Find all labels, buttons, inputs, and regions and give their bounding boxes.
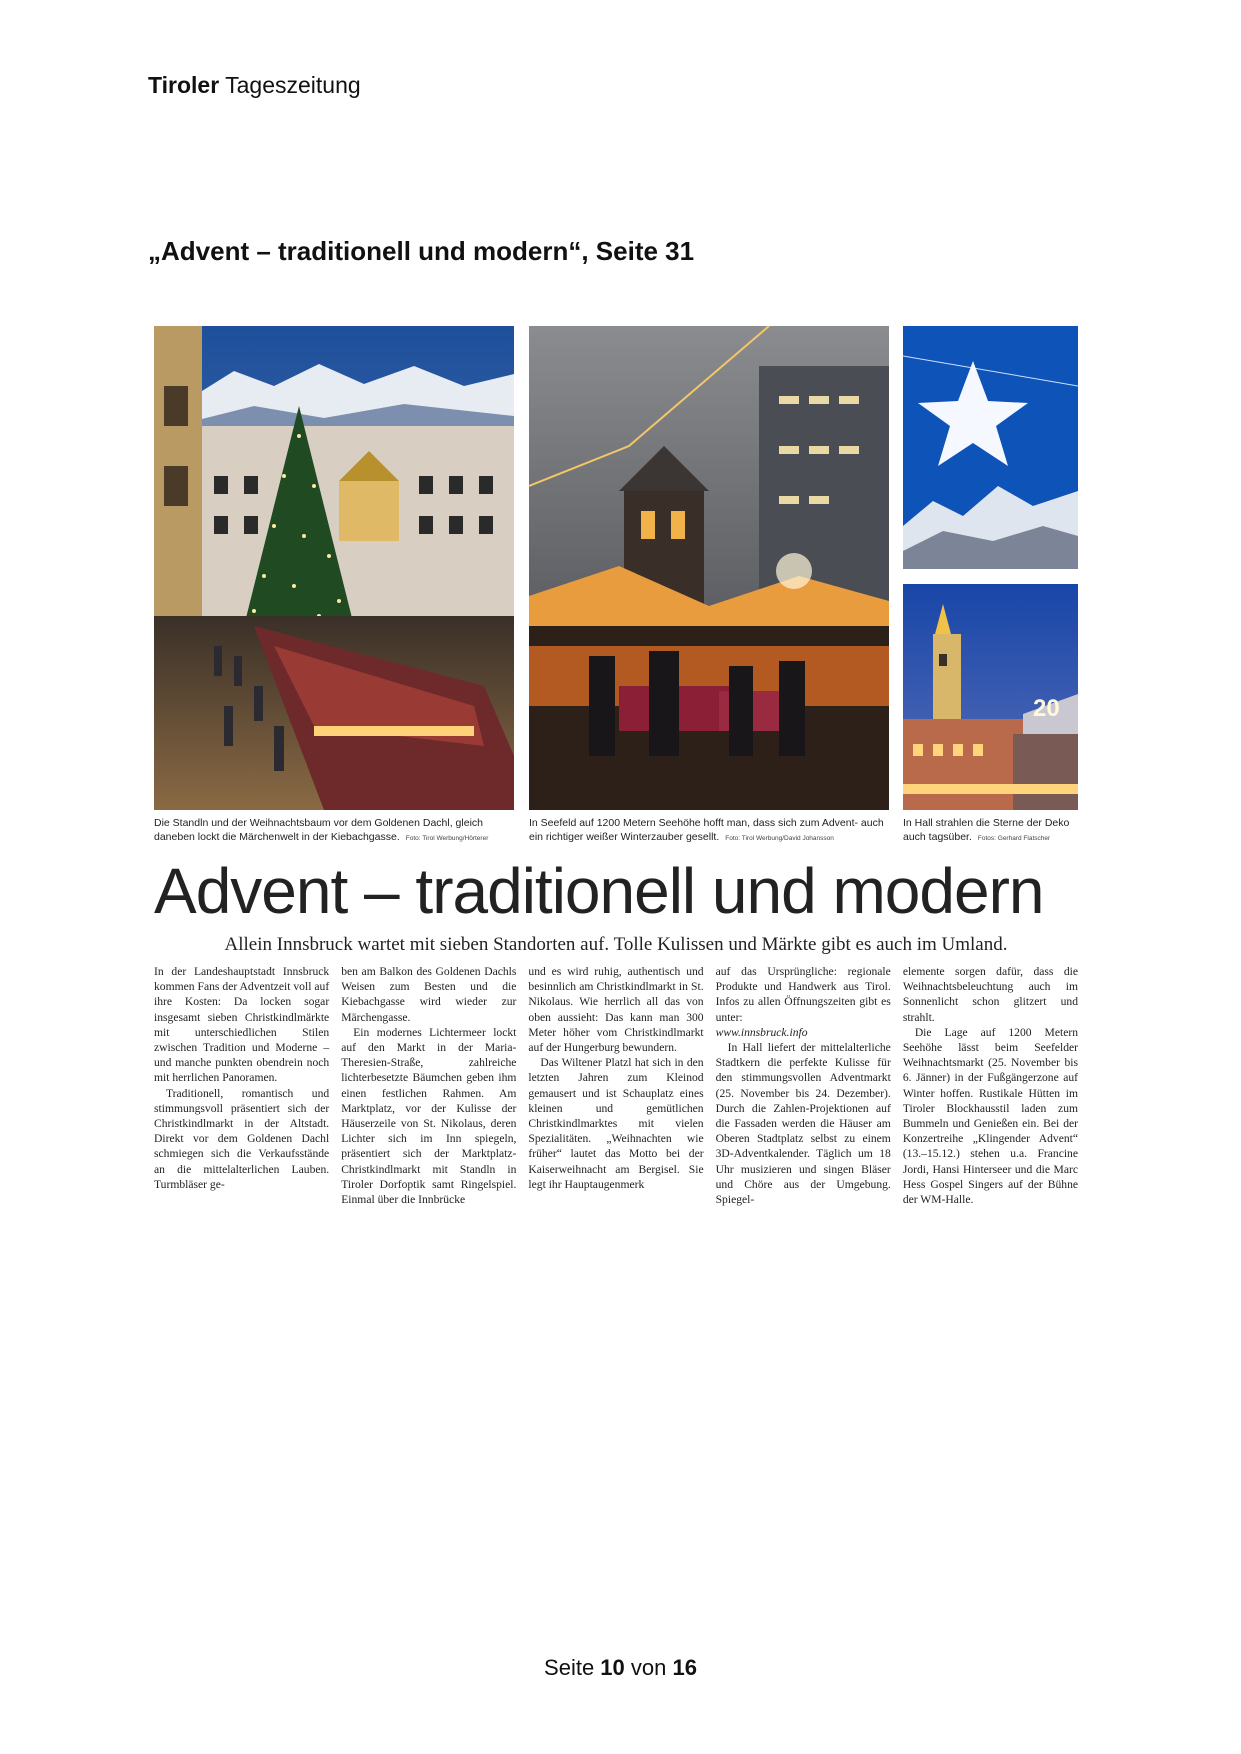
caption-credit: Foto: Tirol Werbung/Hörterer <box>405 835 489 842</box>
article-body <box>154 964 1078 1207</box>
photo-hall-star-decoration <box>903 326 1078 569</box>
article-paragraph: Die Lage auf 1200 Metern Seehöhe lässt beim Seefelder Weihnachtsmarkt (25. November bis 6. Jänner) in der Fußgängerzone auf Winter hoffen. Rustikale Hütten im Tiroler Blockhausstil laden zum Bummeln und Genießen ein. Bei der Konzertreihe „Klingender Advent“ (13.–15.12.) stehen u.a. Francine Jordi, Hansi Hinterseer und die Marc Hess Gospel Singers auf der Bühne der WM-Halle. <box>902 1025 1079 1207</box>
photo-seefeld-christmas-market <box>529 326 889 810</box>
page-of-label: von <box>624 1655 673 1680</box>
page-label: Seite <box>544 1655 601 1680</box>
article-paragraph: In der Landeshauptstadt Innsbruck kommen Fans der Adventzeit voll auf ihre Kosten: Da locken sogar insgesamt sieben Christkindlmärkte mit unterschiedlichen Stilen zwischen Tradition und Moderne – und manche punkten obendrein noch mit herrlichen Panoramen. <box>154 965 330 1085</box>
caption-credit: Foto: Tirol Werbung/David Johansson <box>725 835 834 842</box>
article-paragraph: auf das Ursprüngliche: regionale Produkte und Handwerk aus Tirol. Infos zu allen Öffnungszeiten gibt es unter: <box>715 965 891 1024</box>
photo-caption-1 <box>154 816 514 846</box>
article-reference: „Advent – traditionell und modern“, Seite 31 <box>148 236 695 266</box>
current-page-number: 10 <box>600 1655 625 1680</box>
article-subheadline: Allein Innsbruck wartet mit sieben Standorten auf. Tolle Kulissen und Märkte gibt es auch im Umland. <box>224 934 1008 955</box>
article-column <box>716 964 891 1207</box>
caption-text: In Hall strahlen die Sterne der Deko auch tagsüber. <box>903 817 1070 843</box>
page-footer <box>0 1655 1241 1681</box>
photo-innsbruck-christmas-market <box>154 326 514 810</box>
article-column <box>528 964 703 1207</box>
photo-caption-3 <box>903 816 1078 846</box>
article-column <box>154 964 329 1207</box>
article-paragraph: ben am Balkon des Goldenen Dachls Weisen zum Besten und die Kiebachgasse wird wieder zur Märchengasse. <box>341 965 517 1024</box>
caption-text: In Seefeld auf 1200 Metern Seehöhe hofft man, dass sich zum Advent- auch ein richtiger weißer Winterzauber gesellt. <box>529 817 884 843</box>
article-column <box>903 964 1078 1207</box>
article-column <box>341 964 516 1207</box>
article-paragraph: In Hall liefert der mittelalterliche Stadtkern die perfekte Kulisse für den stimmungsvollen Adventmarkt (25. November bis 24. Dezember). Durch die Zahlen-Projektionen auf die Fassaden werden die Häuser am Oberen Stadtplatz selbst zu einem 3D-Adventkalender. Täglich um 18 Uhr musizieren und singen Bläser und Chöre aus der Umgebung. Spiegel- <box>715 1041 891 1207</box>
article-paragraph: Traditionell, romantisch und stimmungsvoll präsentiert sich der Christkindlmarkt in der Altstadt. Direkt vor dem Goldenen Dachl schmiegen sich die Verkaufsstände an die mittelalterlichen Lauben. Turmbläser ge- <box>154 1086 330 1191</box>
article-paragraph: elemente sorgen dafür, dass die Weihnachtsbeleuchtung auch im Sonnenlicht schon glitzert und strahlt. <box>902 965 1079 1024</box>
article-paragraph: Das Wiltener Platzl hat sich in den letzten Jahren zum Kleinod gemausert und ist Schauplatz eines kleinen und gemütlichen Christkindlmarktes mit vielen Spezialitäten. „Weihnachten wie früher“ lautet das Motto bei der Kaiserweihnacht am Bergisel. Sie legt ihr Hauptaugenmerk <box>528 1056 704 1191</box>
photo-hall-old-town <box>903 584 1078 810</box>
photo-sign-number: 20 <box>1033 695 1060 722</box>
publication-name-bold: Tiroler <box>148 72 220 98</box>
total-page-count: 16 <box>672 1655 697 1680</box>
photo-caption-2 <box>529 816 889 846</box>
caption-text: Die Standln und der Weihnachtsbaum vor dem Goldenen Dachl, gleich daneben lockt die Märchenwelt in der Kiebachgasse. <box>154 817 483 843</box>
article-headline: Advent – traditionell und modern <box>154 855 1044 927</box>
publication-name <box>148 72 361 99</box>
article-paragraph: Ein modernes Lichtermeer lockt auf den Markt in der Maria-Theresien-Straße, zahlreiche lichterbesetzte Bäumchen geben ihm einen festlichen Rahmen. Am Marktplatz, vor der Kulisse der Häuserzeile von St. Nikolaus, deren Lichter sich im Inn spiegeln, präsentiert sich der Marktplatz-Christkindlmarkt mit Standln in Tiroler Dorfoptik samt Ringelspiel. Einmal über die Innbrücke <box>341 1025 517 1207</box>
caption-credit: Fotos: Gerhard Flatscher <box>977 835 1051 842</box>
publication-name-rest: Tageszeitung <box>219 72 361 98</box>
article-paragraph: www.innsbruck.info <box>715 1025 808 1039</box>
article-paragraph: und es wird ruhig, authentisch und besinnlich am Christkindlmarkt in St. Nikolaus. Wie herrlich all das von oben aussieht: Das kann man 300 Meter höher vom Christkindlmarkt auf der Hungerburg bewundern. <box>528 965 704 1055</box>
